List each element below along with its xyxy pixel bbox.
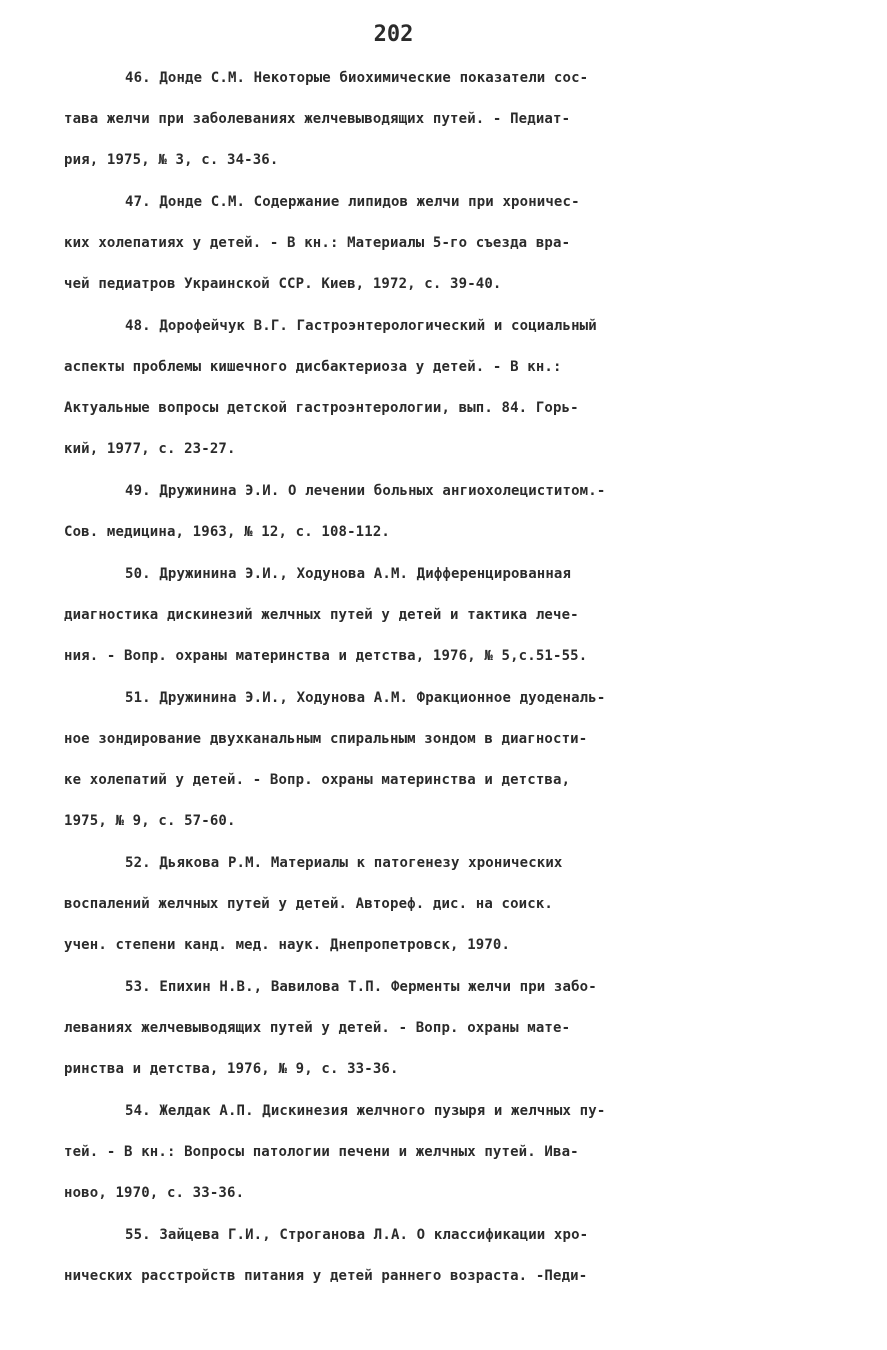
- reference-entry-54: [0, 1091, 887, 1214]
- entry-line: ких холепатиях у детей. - В кн.: Материалы 5-го съезда вра-: [64, 235, 571, 251]
- reference-entry-48: [0, 306, 887, 470]
- entry-line: тей. - В кн.: Вопросы патологии печени и желчных путей. Ива-: [64, 1144, 579, 1160]
- reference-entry-51: [0, 678, 887, 842]
- entry-line: 55. Зайцева Г.И., Строганова Л.А. О классификации хро-: [125, 1227, 589, 1243]
- entry-line: ке холепатий у детей. - Вопр. охраны материнства и детства,: [64, 772, 571, 788]
- entry-line: 50. Дружинина Э.И., Ходунова А.М. Дифференцированная: [125, 566, 572, 582]
- reference-list: [0, 58, 887, 1298]
- entry-line: воспалений желчных путей у детей. Автореф. дис. на соиск.: [64, 896, 553, 912]
- entry-line: 51. Дружинина Э.И., Ходунова А.М. Фракционное дуоденаль-: [125, 690, 606, 706]
- reference-entry-47: [0, 182, 887, 305]
- entry-line: Сов. медицина, 1963, № 12, с. 108-112.: [64, 524, 390, 540]
- entry-line: чей педиатров Украинской ССР. Киев, 1972, с. 39-40.: [64, 276, 502, 292]
- reference-entry-50: [0, 554, 887, 677]
- entry-line: 47. Донде С.М. Содержание липидов желчи при хроничес-: [125, 194, 580, 210]
- entry-line: ново, 1970, с. 33-36.: [64, 1185, 245, 1201]
- entry-line: тава желчи при заболеваниях желчевыводящих путей. - Педиат-: [64, 111, 571, 127]
- entry-line: аспекты проблемы кишечного дисбактериоза у детей. - В кн.:: [64, 359, 562, 375]
- entry-line: 52. Дьякова Р.М. Материалы к патогенезу хронических: [125, 855, 563, 871]
- entry-line: ния. - Вопр. охраны материнства и детства, 1976, № 5,с.51-55.: [64, 648, 588, 664]
- entry-line: диагностика дискинезий желчных путей у детей и тактика лече-: [64, 607, 579, 623]
- entry-line: 53. Епихин Н.В., Вавилова Т.П. Ферменты желчи при забо-: [125, 979, 597, 995]
- reference-entry-55: [0, 1215, 887, 1297]
- entry-line: учен. степени канд. мед. наук. Днепропетровск, 1970.: [64, 937, 511, 953]
- reference-entry-49: [0, 471, 887, 553]
- entry-line: 1975, № 9, с. 57-60.: [64, 813, 236, 829]
- page-number: 202: [373, 22, 414, 47]
- entry-line: ное зондирование двухканальным спиральным зондом в диагности-: [64, 731, 588, 747]
- entry-line: рия, 1975, № 3, с. 34-36.: [64, 152, 279, 168]
- entry-line: кий, 1977, с. 23-27.: [64, 441, 236, 457]
- entry-line: 48. Дорофейчук В.Г. Гастроэнтерологический и социальный: [125, 318, 597, 334]
- entry-line: нических расстройств питания у детей раннего возраста. -Педи-: [64, 1268, 588, 1284]
- entry-line: 49. Дружинина Э.И. О лечении больных ангиохолециститом.-: [125, 483, 606, 499]
- entry-line: Актуальные вопросы детской гастроэнтерологии, вып. 84. Горь-: [64, 400, 579, 416]
- entry-line: леваниях желчевыводящих путей у детей. - Вопр. охраны мате-: [64, 1020, 571, 1036]
- reference-entry-53: [0, 967, 887, 1090]
- reference-entry-46: [0, 58, 887, 181]
- entry-line: 54. Желдак А.П. Дискинезия желчного пузыря и желчных пу-: [125, 1103, 606, 1119]
- reference-entry-52: [0, 843, 887, 966]
- entry-line: 46. Донде С.М. Некоторые биохимические показатели сос-: [125, 70, 589, 86]
- entry-line: ринства и детства, 1976, № 9, с. 33-36.: [64, 1061, 399, 1077]
